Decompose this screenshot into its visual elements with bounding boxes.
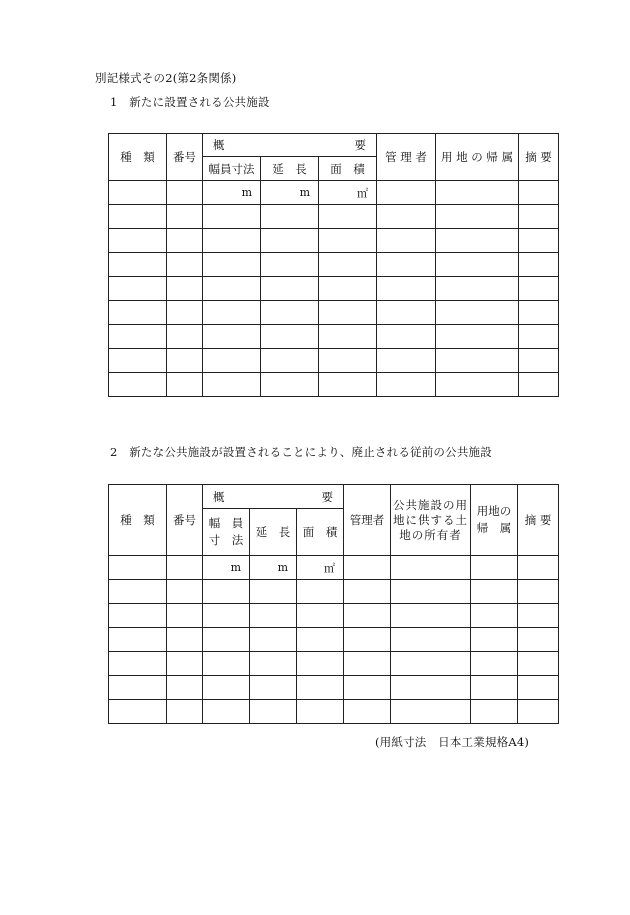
cell[interactable] [109,700,167,724]
cell[interactable] [261,373,319,397]
cell[interactable] [203,373,261,397]
cell[interactable] [519,205,559,229]
cell[interactable] [377,205,436,229]
table-row [109,205,559,229]
cell[interactable] [203,652,250,676]
table-row [109,349,559,373]
table-row [109,556,559,580]
table-row [109,301,559,325]
header-bango: 番号 [167,485,203,556]
cell[interactable] [167,652,203,676]
cell[interactable] [261,277,319,301]
cell[interactable] [344,556,391,580]
cell[interactable] [471,628,518,652]
header-shurui: 種 類 [109,134,167,181]
cell[interactable] [109,253,167,277]
table-row [109,253,559,277]
header-encho: 延 長 [250,509,297,556]
cell[interactable] [203,676,250,700]
header-menseki: 面 積 [319,157,377,181]
cell[interactable] [391,580,471,604]
cell[interactable] [261,301,319,325]
table-row [109,700,559,724]
header-encho: 延 長 [261,157,319,181]
cell[interactable] [436,301,519,325]
cell[interactable] [518,652,559,676]
table-row [109,676,559,700]
header-tekiyo: 摘 要 [519,134,559,181]
cell[interactable] [377,181,436,205]
cell[interactable] [261,349,319,373]
cell[interactable] [319,277,377,301]
cell[interactable] [250,628,297,652]
section-1-heading: 1 新たに設置される公共施設 [110,95,270,109]
cell[interactable] [319,373,377,397]
cell[interactable] [203,349,261,373]
table-row [109,229,559,253]
cell[interactable] [471,580,518,604]
cell[interactable] [391,700,471,724]
cell[interactable] [319,205,377,229]
cell[interactable] [319,349,377,373]
cell[interactable] [319,229,377,253]
cell[interactable] [203,580,250,604]
cell[interactable] [519,349,559,373]
cell[interactable] [297,676,344,700]
table-row [109,325,559,349]
cell[interactable] [109,181,167,205]
cell[interactable] [319,301,377,325]
cell[interactable] [109,652,167,676]
cell[interactable] [436,229,519,253]
cell[interactable] [518,580,559,604]
cell[interactable] [167,229,203,253]
cell[interactable] [109,349,167,373]
cell[interactable] [436,325,519,349]
header-shurui: 種 類 [109,485,167,556]
cell[interactable] [203,277,261,301]
cell[interactable] [471,604,518,628]
header-bango: 番号 [167,134,203,181]
cell[interactable] [297,580,344,604]
cell[interactable] [344,700,391,724]
cell[interactable] [436,373,519,397]
form-title: 別記様式その2(第2条関係) [95,71,237,85]
header-kanrisha: 管 理 者 [377,134,436,181]
header-gaiyo-right: 要 [354,138,367,152]
cell[interactable] [167,253,203,277]
header-kanrisha: 管理者 [344,485,391,556]
unit-encho: m [261,181,319,205]
cell[interactable] [250,676,297,700]
cell[interactable] [436,277,519,301]
header-yochi [471,485,518,556]
cell[interactable] [109,676,167,700]
abolished-facilities-table [108,484,559,724]
cell[interactable] [250,604,297,628]
table-row [109,181,559,205]
unit-menseki: ㎡ [319,181,377,205]
table-row [109,277,559,301]
cell[interactable] [203,700,250,724]
cell[interactable] [203,604,250,628]
header-fukuin [203,509,250,556]
cell[interactable] [250,652,297,676]
cell[interactable] [109,205,167,229]
header-row [109,485,559,509]
cell[interactable] [344,652,391,676]
cell[interactable] [344,580,391,604]
cell[interactable] [519,229,559,253]
cell[interactable] [519,373,559,397]
unit-menseki: ㎡ [297,556,344,580]
table-row [109,628,559,652]
cell[interactable] [377,349,436,373]
cell[interactable] [377,253,436,277]
header-yochi-line2: 帰 属 [476,521,512,535]
cell[interactable] [471,556,518,580]
cell[interactable] [261,205,319,229]
table-row [109,580,559,604]
header-menseki: 面 積 [297,509,344,556]
cell[interactable] [436,181,519,205]
paper-size-note: (用紙寸法 日本工業規格A4) [375,735,530,749]
cell[interactable] [377,325,436,349]
header-fukuin-line1: 幅 員 [208,516,244,530]
cell[interactable] [167,604,203,628]
header-yochi: 用 地 の 帰 属 [436,134,519,181]
cell[interactable] [167,301,203,325]
cell[interactable] [203,301,261,325]
cell[interactable] [518,700,559,724]
cell[interactable] [319,325,377,349]
cell[interactable] [109,373,167,397]
header-gaiyo-left: 概 [213,138,225,152]
header-yochi-line1: 用地の [476,504,512,518]
cell[interactable] [261,229,319,253]
cell[interactable] [518,628,559,652]
unit-encho: m [250,556,297,580]
cell[interactable] [167,676,203,700]
cell[interactable] [391,652,471,676]
cell[interactable] [377,229,436,253]
unit-fukuin: m [203,181,261,205]
table-row [109,373,559,397]
cell[interactable] [203,229,261,253]
cell[interactable] [436,349,519,373]
cell[interactable] [167,277,203,301]
cell[interactable] [377,301,436,325]
cell[interactable] [471,652,518,676]
table-row [109,652,559,676]
header-fukuin-line2: 寸 法 [208,533,244,547]
cell[interactable] [377,373,436,397]
cell[interactable] [518,604,559,628]
cell[interactable] [519,253,559,277]
header-gaiyo [203,134,377,157]
cell[interactable] [297,604,344,628]
cell[interactable] [519,301,559,325]
cell[interactable] [109,628,167,652]
cell[interactable] [109,556,167,580]
cell[interactable] [109,301,167,325]
cell[interactable] [203,253,261,277]
cell[interactable] [109,325,167,349]
cell[interactable] [167,325,203,349]
cell[interactable] [391,676,471,700]
cell[interactable] [471,676,518,700]
cell[interactable] [167,373,203,397]
cell[interactable] [250,580,297,604]
header-fukuin: 幅員寸法 [203,157,261,181]
cell[interactable] [109,580,167,604]
cell[interactable] [297,700,344,724]
cell[interactable] [203,325,261,349]
cell[interactable] [167,700,203,724]
header-tekiyo: 摘 要 [518,485,559,556]
cell[interactable] [167,580,203,604]
cell[interactable] [518,556,559,580]
cell[interactable] [203,628,250,652]
cell[interactable] [391,604,471,628]
section-2-heading: 2 新たな公共施設が設置されることにより、廃止される従前の公共施設 [110,445,492,459]
cell[interactable] [377,277,436,301]
cell[interactable] [344,604,391,628]
cell[interactable] [261,325,319,349]
cell[interactable] [471,700,518,724]
cell[interactable] [519,325,559,349]
header-shoyusha: 公共施設の用地に供する土地の所有者 [391,485,471,556]
cell[interactable] [167,205,203,229]
header-gaiyo [203,485,344,509]
cell[interactable] [261,253,319,277]
cell[interactable] [519,277,559,301]
cell[interactable] [344,676,391,700]
cell[interactable] [297,652,344,676]
cell[interactable] [109,277,167,301]
cell[interactable] [344,628,391,652]
unit-fukuin: m [203,556,250,580]
cell[interactable] [167,349,203,373]
header-gaiyo-left: 概 [213,489,225,504]
cell[interactable] [167,181,203,205]
cell[interactable] [297,628,344,652]
cell[interactable] [319,253,377,277]
cell[interactable] [436,253,519,277]
cell[interactable] [391,628,471,652]
cell[interactable] [203,205,261,229]
header-gaiyo-right: 要 [321,489,334,504]
cell[interactable] [391,556,471,580]
cell[interactable] [436,205,519,229]
cell[interactable] [167,628,203,652]
cell[interactable] [109,229,167,253]
cell[interactable] [109,604,167,628]
cell[interactable] [519,181,559,205]
table-row [109,604,559,628]
cell[interactable] [518,676,559,700]
cell[interactable] [250,700,297,724]
header-row [109,134,559,157]
cell[interactable] [167,556,203,580]
new-facilities-table [108,133,559,397]
